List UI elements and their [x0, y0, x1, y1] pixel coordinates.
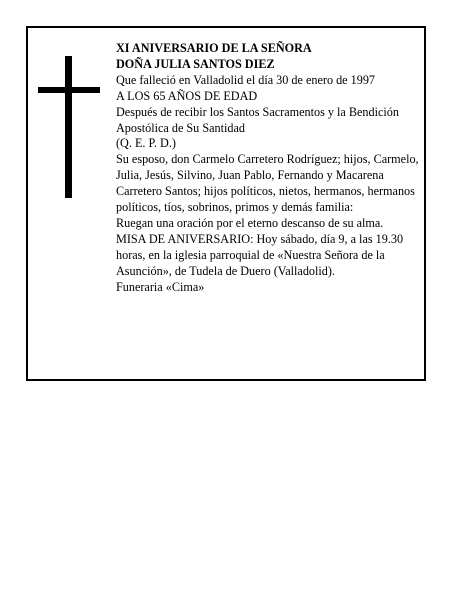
prayer-line: Ruegan una oración por el eterno descanso de su alma. [116, 215, 384, 230]
sacraments-paragraph: Después de recibir los Santos Sacramentos y la Bendición Apostólica de Su Santidad [116, 104, 399, 135]
notice-title-line-1: XI ANIVERSARIO DE LA SEÑORA [116, 41, 312, 55]
cross-icon [38, 56, 100, 198]
rip-line: (Q. E. P. D.) [116, 136, 176, 151]
obituary-notice [26, 26, 426, 381]
family-paragraph: Su esposo, don Carmelo Carretero Rodríguez; hijos, Carmelo, Julia, Jesús, Silvino, Juan Pablo, Fernando y Macarena Carretero Santos; hijos políticos, nietos, hermanos, hermanos políticos, tíos, sobrinos, primos y demás familia: [116, 152, 419, 215]
funeral-home-line: Funeraria «Cima» [116, 279, 205, 294]
death-date-line: Que falleció en Valladolid el día 30 de enero de 1997 [116, 72, 376, 87]
age-line: A LOS 65 AÑOS DE EDAD [116, 88, 258, 103]
cross-vertical-bar [65, 56, 72, 198]
notice-text [116, 41, 422, 296]
cross-horizontal-bar [38, 87, 100, 93]
notice-title-line-2: DOÑA JULIA SANTOS DIEZ [116, 56, 275, 71]
mass-paragraph: MISA DE ANIVERSARIO: Hoy sábado, día 9, a las 19.30 horas, en la iglesia parroquial de «Nuestra Señora de la Asunción», de Tudela de Duero (Valladolid). [116, 231, 404, 278]
